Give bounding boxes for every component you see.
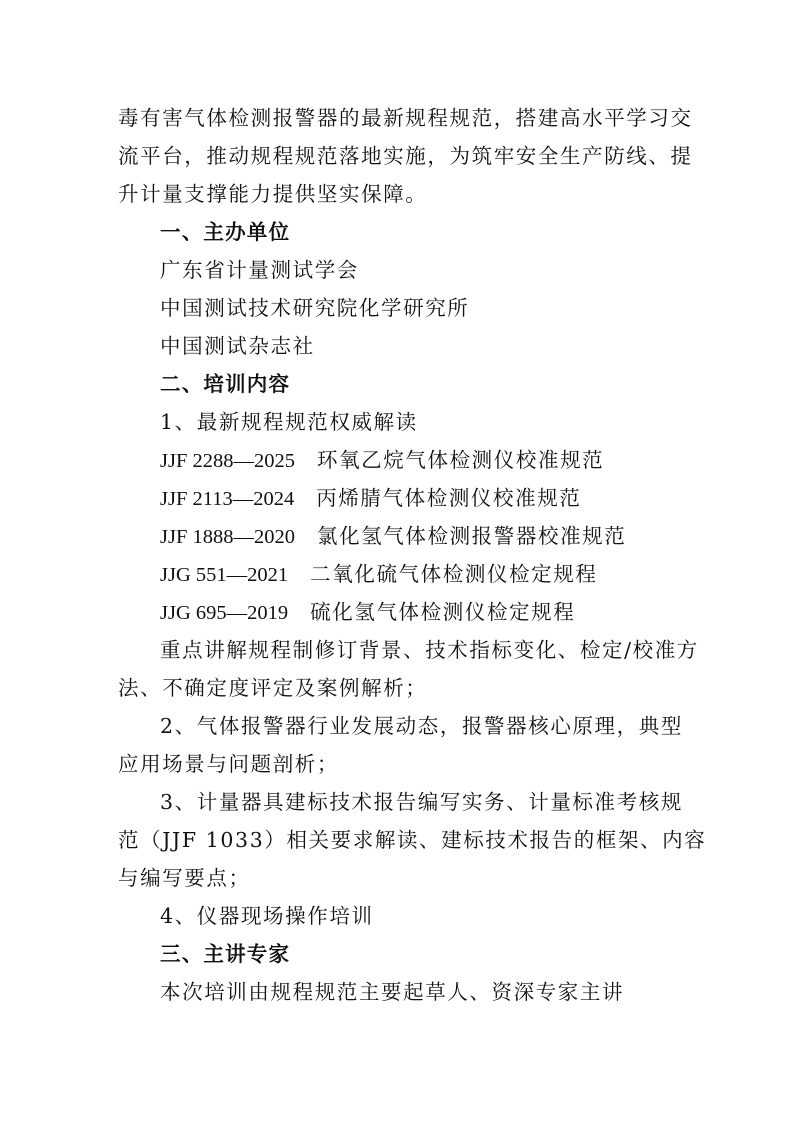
training-item-3-line-3: 与编写要点； bbox=[118, 866, 251, 890]
organizer-item: 中国测试技术研究院化学研究所 bbox=[160, 296, 470, 320]
regulation-code: JJG 695—2019 bbox=[160, 602, 289, 624]
regulation-code: JJF 1888—2020 bbox=[160, 526, 295, 548]
experts-description: 本次培训由规程规范主要起草人、资深专家主讲 bbox=[160, 980, 625, 1004]
training-item-2-line-2: 应用场景与问题剖析； bbox=[118, 752, 339, 776]
regulation-row bbox=[160, 560, 597, 589]
regulation-row bbox=[160, 598, 575, 627]
focus-line-1: 重点讲解规程制修订背景、技术指标变化、检定/校准方 bbox=[160, 638, 699, 662]
training-item-3-line-1: 3、计量器具建标技术报告编写实务、计量标准考核规 bbox=[160, 790, 683, 814]
intro-line-3: 升计量支撑能力提供坚实保障。 bbox=[118, 182, 428, 206]
section-heading-organizers: 一、主办单位 bbox=[160, 220, 291, 244]
section-heading-training-content: 二、培训内容 bbox=[160, 372, 291, 396]
regulation-code: JJF 2113—2024 bbox=[160, 488, 295, 510]
regulation-name: 丙烯腈气体检测仪校准规范 bbox=[316, 486, 582, 510]
regulation-row bbox=[160, 446, 604, 475]
focus-line-2: 法、不确定度评定及案例解析； bbox=[118, 676, 428, 700]
training-item-4: 4、仪器现场操作培训 bbox=[160, 904, 374, 928]
regulation-name: 氯化氢气体检测报警器校准规范 bbox=[316, 524, 627, 548]
training-item-2-line-1: 2、气体报警器行业发展动态，报警器核心原理，典型 bbox=[160, 714, 683, 738]
organizer-item: 广东省计量测试学会 bbox=[160, 258, 359, 282]
regulation-name: 二氧化硫气体检测仪检定规程 bbox=[310, 562, 598, 586]
training-item-1-title: 1、最新规程规范权威解读 bbox=[160, 410, 418, 434]
regulation-row bbox=[160, 522, 626, 551]
regulation-row bbox=[160, 484, 581, 513]
regulation-name: 环氧乙烷气体检测仪校准规范 bbox=[316, 448, 605, 472]
section-heading-experts: 三、主讲专家 bbox=[160, 942, 291, 966]
intro-line-1: 毒有害气体检测报警器的最新规程规范，搭建高水平学习交 bbox=[118, 106, 693, 130]
organizer-item: 中国测试杂志社 bbox=[160, 334, 315, 358]
regulation-code: JJF 2288—2025 bbox=[160, 450, 295, 472]
intro-line-2: 流平台，推动规程规范落地实施，为筑牢安全生产防线、提 bbox=[118, 144, 693, 168]
regulation-code: JJG 551—2021 bbox=[160, 564, 289, 586]
training-item-3-line-2: 范（JJF 1033）相关要求解读、建标技术报告的框架、内容 bbox=[118, 828, 707, 852]
regulation-name: 硫化氢气体检测仪检定规程 bbox=[310, 600, 576, 624]
